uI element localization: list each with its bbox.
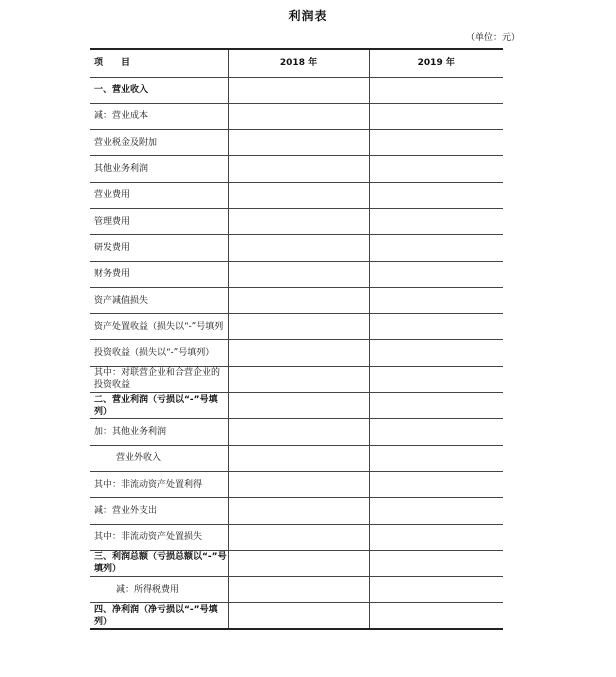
value-2019-cell[interactable]	[369, 524, 503, 550]
row-label: 营业税金及附加	[90, 130, 228, 156]
table-row	[90, 524, 503, 550]
row-label: 资产减值损失	[90, 287, 228, 313]
table-row	[90, 261, 503, 287]
table-row	[90, 577, 503, 603]
value-2018-cell[interactable]	[228, 524, 369, 550]
value-2018-cell[interactable]	[228, 156, 369, 182]
value-2019-cell[interactable]	[369, 471, 503, 497]
value-2018-cell[interactable]	[228, 603, 369, 629]
row-label: 减：营业成本	[90, 103, 228, 129]
row-label: 管理费用	[90, 208, 228, 234]
table-row	[90, 340, 503, 366]
value-2019-cell[interactable]	[369, 77, 503, 103]
value-2019-cell[interactable]	[369, 287, 503, 313]
row-label: 加：其他业务利润	[90, 419, 228, 445]
table-header-row	[90, 49, 503, 77]
income-statement-table	[90, 48, 503, 630]
value-2019-cell[interactable]	[369, 603, 503, 629]
table-row	[90, 393, 503, 419]
table-row	[90, 498, 503, 524]
row-label: 营业费用	[90, 182, 228, 208]
value-2019-cell[interactable]	[369, 498, 503, 524]
row-label: 减：营业外支出	[90, 498, 228, 524]
value-2018-cell[interactable]	[228, 445, 369, 471]
value-2019-cell[interactable]	[369, 314, 503, 340]
row-label: 二、营业利润（亏损以“-”号填列）	[90, 393, 228, 419]
value-2019-cell[interactable]	[369, 235, 503, 261]
value-2019-cell[interactable]	[369, 103, 503, 129]
row-label: 四、净利润（净亏损以“-”号填列）	[90, 603, 228, 629]
header-2018: 2018 年	[228, 49, 369, 77]
value-2018-cell[interactable]	[228, 577, 369, 603]
row-label: 其中：非流动资产处置损失	[90, 524, 228, 550]
value-2018-cell[interactable]	[228, 182, 369, 208]
row-label: 资产处置收益（损失以“-”号填列	[90, 314, 228, 340]
value-2019-cell[interactable]	[369, 419, 503, 445]
table-row	[90, 550, 503, 576]
row-label: 研发费用	[90, 235, 228, 261]
row-label: 减：所得税费用	[90, 577, 228, 603]
table-row	[90, 130, 503, 156]
row-label: 一、营业收入	[90, 77, 228, 103]
value-2019-cell[interactable]	[369, 261, 503, 287]
row-label: 其他业务利润	[90, 156, 228, 182]
table-row	[90, 235, 503, 261]
table-row	[90, 287, 503, 313]
table-row	[90, 208, 503, 234]
row-label: 其中：对联营企业和合营企业的投资收益	[90, 366, 228, 392]
row-label: 营业外收入	[90, 445, 228, 471]
value-2018-cell[interactable]	[228, 287, 369, 313]
table-row	[90, 314, 503, 340]
table-row	[90, 77, 503, 103]
value-2018-cell[interactable]	[228, 550, 369, 576]
table-row	[90, 445, 503, 471]
value-2018-cell[interactable]	[228, 77, 369, 103]
table-row	[90, 366, 503, 392]
header-item: 项 目	[90, 49, 228, 77]
value-2019-cell[interactable]	[369, 550, 503, 576]
table-row	[90, 103, 503, 129]
value-2018-cell[interactable]	[228, 419, 369, 445]
row-label: 其中：非流动资产处置利得	[90, 471, 228, 497]
table-row	[90, 471, 503, 497]
value-2018-cell[interactable]	[228, 261, 369, 287]
unit-label: （单位：元）	[465, 33, 520, 43]
value-2019-cell[interactable]	[369, 208, 503, 234]
value-2019-cell[interactable]	[369, 182, 503, 208]
value-2019-cell[interactable]	[369, 393, 503, 419]
value-2019-cell[interactable]	[369, 130, 503, 156]
header-2019: 2019 年	[369, 49, 503, 77]
value-2018-cell[interactable]	[228, 498, 369, 524]
value-2019-cell[interactable]	[369, 445, 503, 471]
value-2019-cell[interactable]	[369, 340, 503, 366]
value-2018-cell[interactable]	[228, 471, 369, 497]
value-2019-cell[interactable]	[369, 366, 503, 392]
value-2018-cell[interactable]	[228, 366, 369, 392]
value-2019-cell[interactable]	[369, 156, 503, 182]
table-row	[90, 156, 503, 182]
table-row	[90, 182, 503, 208]
value-2018-cell[interactable]	[228, 340, 369, 366]
value-2018-cell[interactable]	[228, 103, 369, 129]
page-title: 利润表	[288, 9, 328, 23]
value-2018-cell[interactable]	[228, 314, 369, 340]
value-2018-cell[interactable]	[228, 393, 369, 419]
value-2018-cell[interactable]	[228, 235, 369, 261]
value-2018-cell[interactable]	[228, 208, 369, 234]
row-label: 三、利润总额（亏损总额以“-”号填列）	[90, 550, 228, 576]
value-2019-cell[interactable]	[369, 577, 503, 603]
table-row	[90, 603, 503, 629]
row-label: 财务费用	[90, 261, 228, 287]
row-label: 投资收益（损失以“-”号填列）	[90, 340, 228, 366]
table-row	[90, 419, 503, 445]
value-2018-cell[interactable]	[228, 130, 369, 156]
